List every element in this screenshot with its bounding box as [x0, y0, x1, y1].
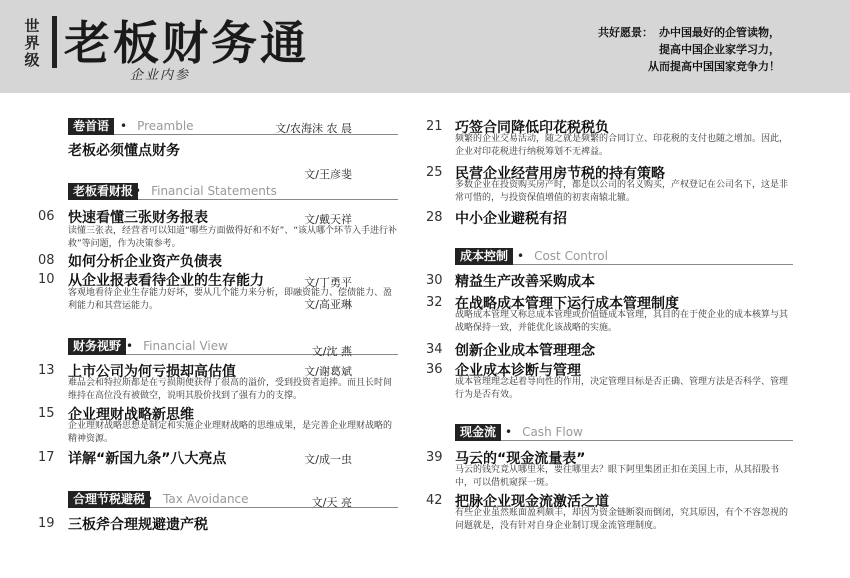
- entry-description: 客观地看待企业生存能力好坏，要从几个能力来分析，即融资能力、偿债能力、盈利能力和其营运能力。: [68, 288, 393, 311]
- entry-author: 文/沈 燕: [311, 345, 352, 358]
- section-financial-statements: [68, 183, 398, 201]
- entry-title: 中小企业避税有招: [455, 211, 567, 227]
- section-cost-control: [455, 248, 793, 266]
- magazine-subtitle: 企业内参: [130, 68, 191, 83]
- entry-title: 从企业报表看待企业的生存能力: [68, 273, 264, 289]
- page-number: 19: [38, 516, 55, 531]
- entry-title: 精益生产改善采购成本: [455, 274, 595, 290]
- entry-description: 频繁的企业交易活动，随之就是频繁的合同订立、印花税的支付也随之增加。因此，企业对印花税进行纳税筹划不无裨益。: [455, 134, 789, 157]
- page-number: 21: [426, 119, 443, 134]
- entry-description: 成本管理理念起着导向性的作用，决定管理目标是否正确、管理方法是否科学、管理行为是否有效。: [455, 377, 789, 400]
- section-en: • Preamble: [120, 119, 194, 134]
- entry-title: 马云的“现金流量表”: [455, 451, 586, 467]
- section-en: • Financial Statements: [134, 184, 277, 199]
- page-number: 28: [426, 210, 443, 225]
- slogan-line-1: 办中国最好的企管读物，: [659, 26, 780, 39]
- section-label: 合理节税避税: [68, 491, 150, 508]
- page-number: 10: [38, 272, 55, 287]
- entry-description: 读懂三张表，经营者可以知道“哪些方面做得好和不好”、“该从哪个环节入手进行补救”等问题，作为决策参考。: [68, 226, 397, 249]
- slogan-line-2: 提高中国企业家学习力，: [659, 43, 780, 56]
- entry-title: 快速看懂三张财务报表: [68, 210, 208, 226]
- page-number: 36: [426, 362, 443, 377]
- slogan: [598, 24, 780, 75]
- page-number: 34: [426, 342, 443, 357]
- entry-title: 创新企业成本管理理念: [455, 343, 595, 359]
- page-number: 25: [426, 165, 443, 180]
- entry-title: 老板必须懂点财务: [68, 143, 180, 159]
- section-en: • Financial View: [126, 339, 228, 354]
- page-number: 32: [426, 295, 443, 310]
- magazine-title: 老板财务通: [64, 16, 309, 70]
- entry-author: 文/农海沫 农 晨: [275, 122, 352, 135]
- entry-description: 有些企业虽然账面盈利颇丰，却因为资金链断裂而倒闭，究其原因，有个不容忽视的问题就是，没有针对自身企业制订现金流管理制度。: [455, 508, 789, 531]
- entry-title: 如何分析企业资产负债表: [68, 254, 222, 270]
- page-number: 06: [38, 209, 55, 224]
- entry-title: 在战略成本管理下运行成本管理制度: [455, 296, 679, 312]
- entry-author: 文/成一虫: [304, 453, 352, 466]
- magazine-header: [0, 0, 850, 93]
- page-number: 13: [38, 363, 55, 378]
- section-label: 卷首语: [68, 118, 114, 135]
- entry-description: 战略成本管理又称总成本管理或价值链成本管理，其目的在于使企业的成本核算与其战略保持一致，并能优化该战略的实施。: [455, 310, 789, 333]
- entry-title: 巧签合同降低印花税税负: [455, 120, 609, 136]
- title-accent-bar: [52, 16, 57, 68]
- entry-title: 企业成本诊断与管理: [455, 363, 581, 379]
- entry-title: 三板斧合理规避遗产税: [68, 517, 208, 533]
- page-number: 15: [38, 406, 55, 421]
- section-en: • Cash Flow: [505, 425, 583, 440]
- slogan-lead: 共好愿景：: [598, 26, 653, 39]
- entry-title: 民营企业经营用房节税的持有策略: [455, 166, 665, 182]
- section-label: 老板看财报: [68, 183, 138, 200]
- entry-description: 马云的钱究竟从哪里来，要往哪里去？眼下阿里集团正扣在美国上市，从其招股书中，可以借机窥探一斑。: [455, 465, 780, 488]
- page-number: 39: [426, 450, 443, 465]
- section-en: • Cost Control: [517, 249, 608, 264]
- entry-description: 难品会和特拉斯都是在亏损期便获得了很高的溢价，受到投资者追捧。而且长时间维持在高位没有被做空，说明其股价找到了强有力的支撑。: [68, 378, 393, 401]
- entry-author: 文/王彦斐: [304, 168, 352, 181]
- section-cash-flow: [455, 424, 793, 442]
- page-number: 08: [38, 253, 55, 268]
- entry-author: 文/戴天祥: [304, 213, 352, 226]
- entry-description: 多数企业在投资购买房产时，都是以公司的名义购买，产权登记在公司名下，这是非常可惜的，与投资保值增值的初衷南辕北辙。: [455, 180, 789, 203]
- section-label: 财务视野: [68, 338, 126, 355]
- section-en: • Tax Avoidance: [146, 492, 249, 507]
- section-label: 现金流: [455, 424, 501, 441]
- entry-title: 详解“新国九条”八大亮点: [68, 451, 227, 467]
- section-label: 成本控制: [455, 248, 513, 265]
- page-number: 17: [38, 450, 55, 465]
- entry-title: 上市公司为何亏损却高估值: [68, 364, 236, 380]
- entry-description: 企业理财战略思想是制定和实施企业理财战略的思维成果，是完善企业理财战略的精神资源。: [68, 421, 393, 444]
- brand-prefix: 世界级: [24, 17, 40, 69]
- entry-author: 文/天 亮: [311, 496, 352, 509]
- entry-title: 企业理财战略新思维: [68, 407, 194, 423]
- entry-title: 把脉企业现金流激活之道: [455, 494, 609, 510]
- page-number: 30: [426, 273, 443, 288]
- entry-author: 文/谢葛斌: [304, 365, 352, 378]
- page-number: 42: [426, 493, 443, 508]
- slogan-line-3: 从而提高中国国家竞争力！: [648, 60, 780, 73]
- entry-author: 文/丁勇平: [304, 276, 352, 289]
- entry-author: 文/高亚琳: [304, 298, 352, 311]
